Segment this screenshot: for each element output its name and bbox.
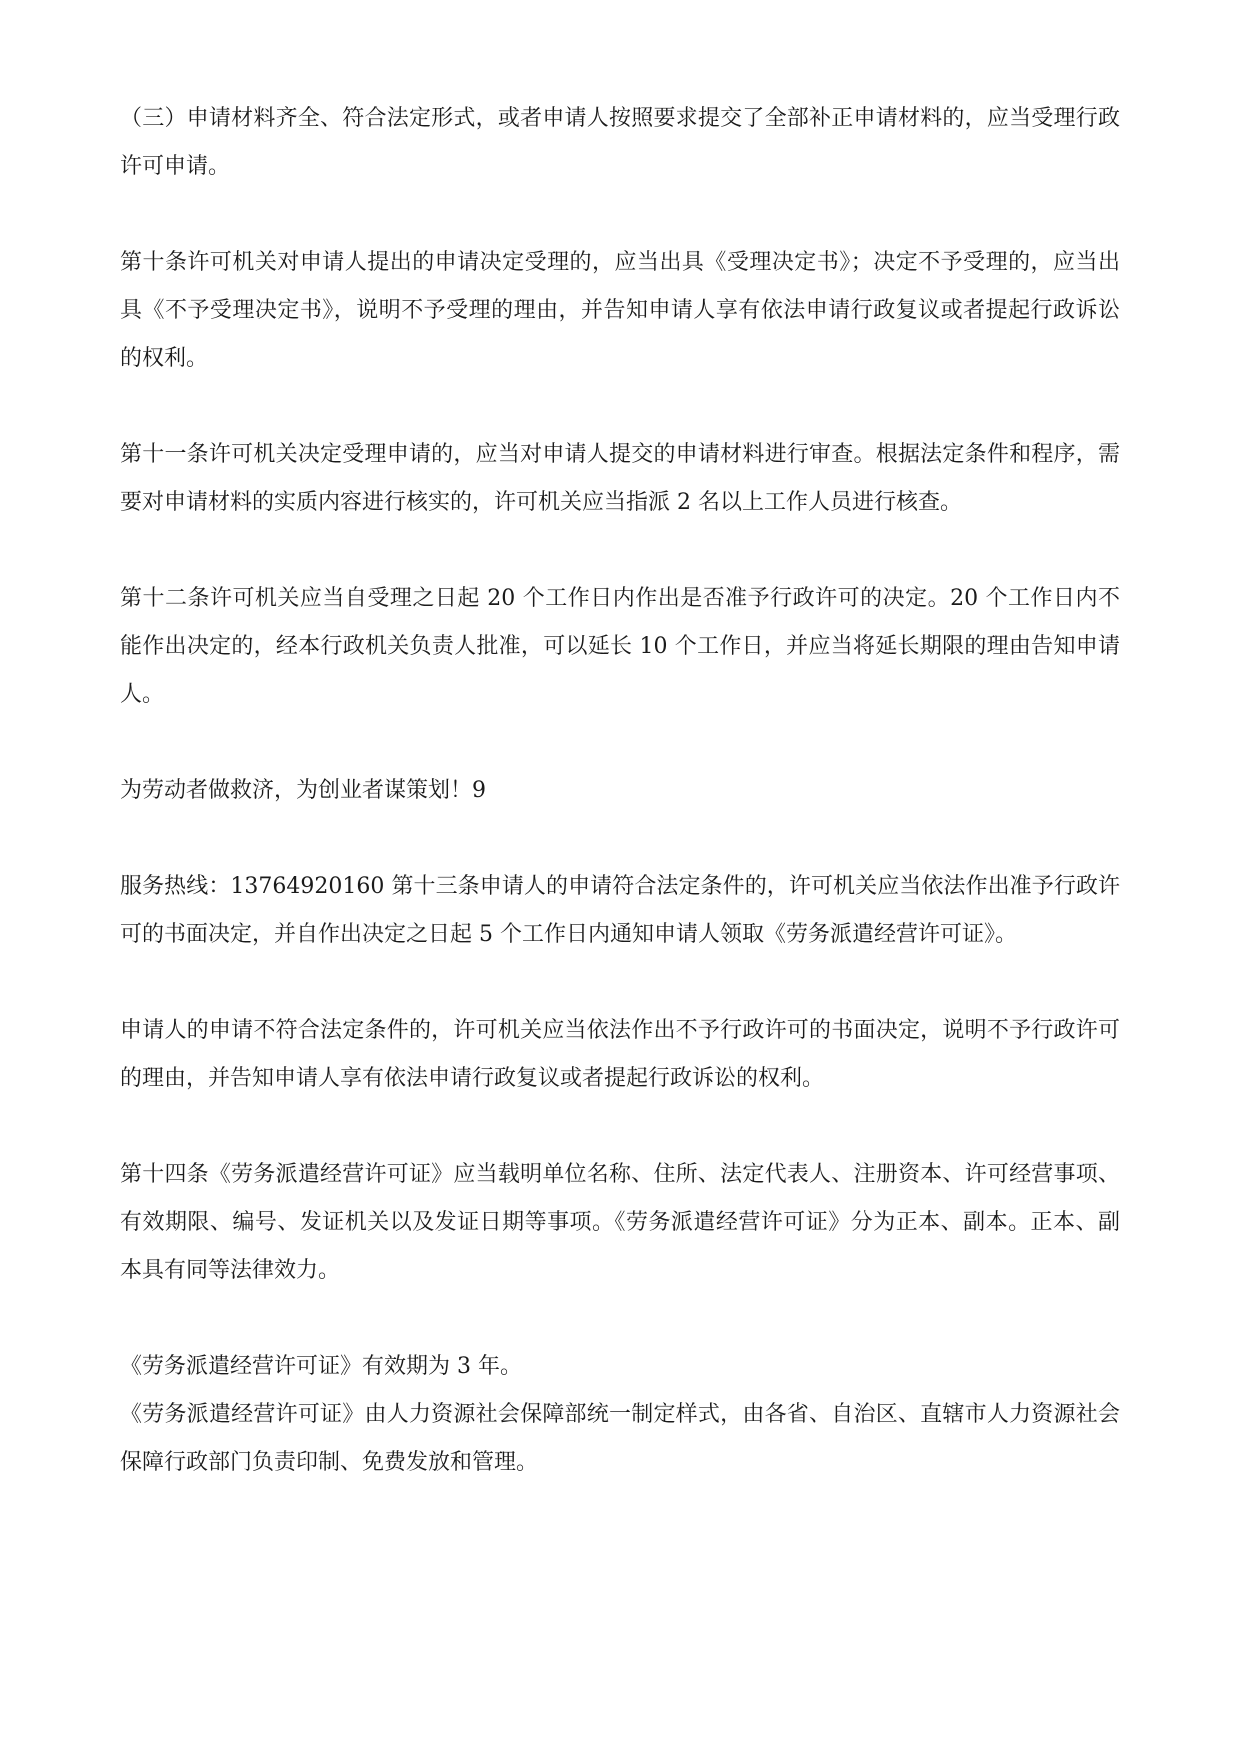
paragraph-article-11: 第十一条许可机关决定受理申请的，应当对申请人提交的申请材料进行审查。根据法定条件和程序，需要对申请材料的实质内容进行核实的，许可机关应当指派 2 名以上工作人员进行核查。: [120, 442, 1120, 515]
paragraph-article-10: 第十条许可机关对申请人提出的申请决定受理的，应当出具《受理决定书》；决定不予受理的，应当出具《不予受理决定书》，说明不予受理的理由，并告知申请人享有依法申请行政复议或者提起行政诉讼的权利。: [120, 250, 1120, 371]
paragraph-license-format: 《劳务派遣经营许可证》由人力资源社会保障部统一制定样式，由各省、自治区、直辖市人力资源社会保障行政部门负责印制、免费发放和管理。: [120, 1402, 1120, 1475]
paragraph-article-14: 第十四条《劳务派遣经营许可证》应当载明单位名称、住所、法定代表人、注册资本、许可经营事项、有效期限、编号、发证机关以及发证日期等事项。《劳务派遣经营许可证》分为正本、副本。正本、副本具有同等法律效力。: [120, 1162, 1120, 1283]
paragraph-item-3-materials-complete: （三）申请材料齐全、符合法定形式，或者申请人按照要求提交了全部补正申请材料的，应当受理行政许可申请。: [120, 106, 1120, 179]
paragraph-slogan: 为劳动者做救济，为创业者谋策划！9: [120, 778, 486, 803]
paragraph-hotline-article-13: 服务热线：13764920160 第十三条申请人的申请符合法定条件的，许可机关应当依法作出准予行政许可的书面决定，并自作出决定之日起 5 个工作日内通知申请人领取《劳务派遣经营许可证》。: [120, 874, 1120, 947]
document-body: [120, 95, 1120, 1487]
paragraph-not-qualified: 申请人的申请不符合法定条件的，许可机关应当依法作出不予行政许可的书面决定，说明不予行政许可的理由，并告知申请人享有依法申请行政复议或者提起行政诉讼的权利。: [120, 1018, 1120, 1091]
paragraph-validity-period: 《劳务派遣经营许可证》有效期为 3 年。: [120, 1354, 522, 1379]
paragraph-article-12: 第十二条许可机关应当自受理之日起 20 个工作日内作出是否准予行政许可的决定。20 个工作日内不能作出决定的，经本行政机关负责人批准，可以延长 10 个工作日，并应当将延长期限的理由告知申请人。: [120, 586, 1120, 707]
